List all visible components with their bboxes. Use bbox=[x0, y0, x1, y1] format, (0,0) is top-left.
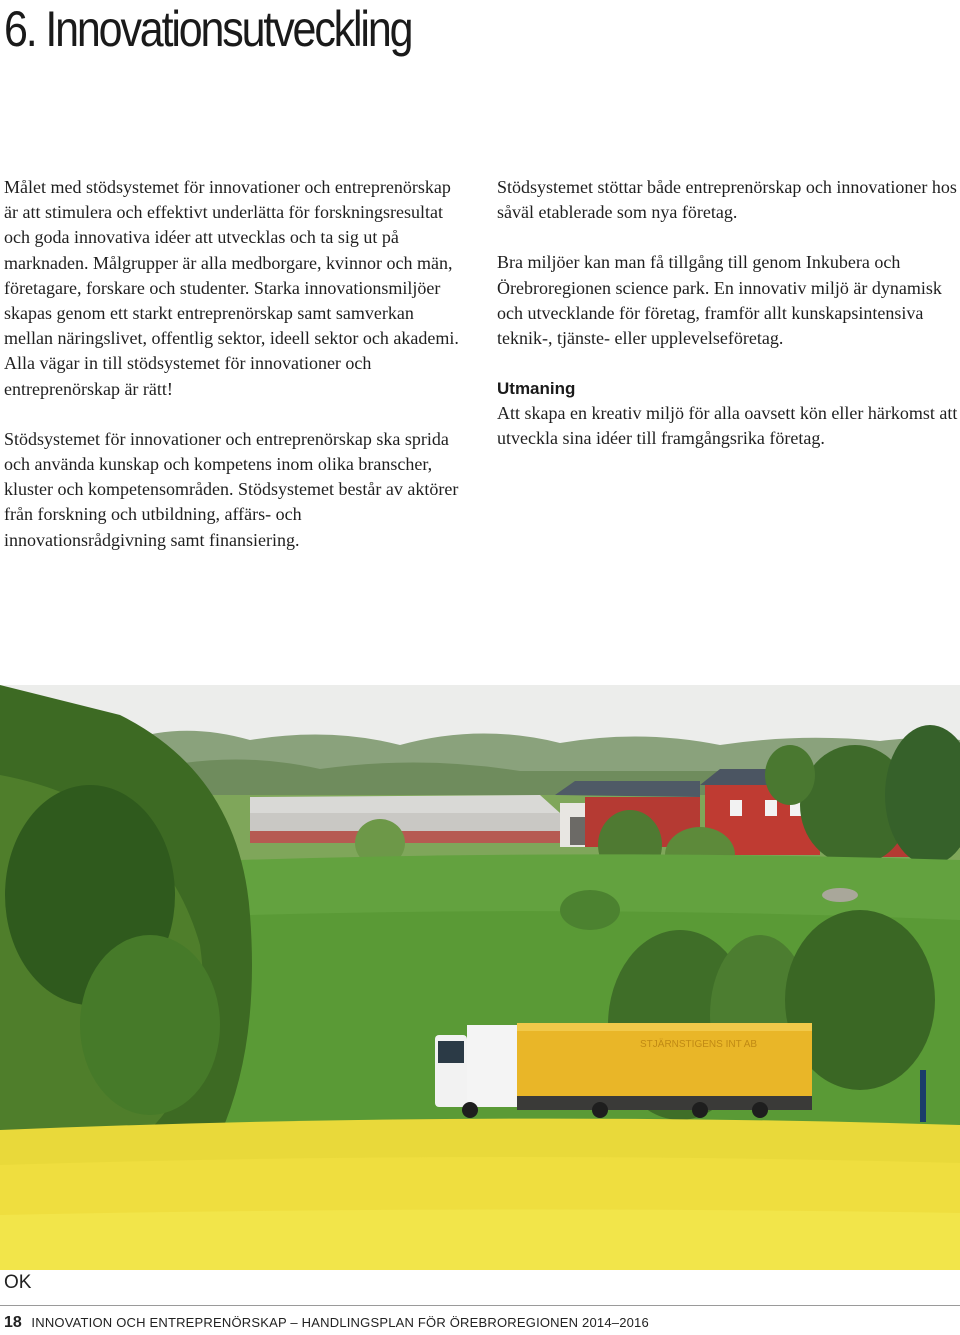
footer-text: INNOVATION OCH ENTREPRENÖRSKAP – HANDLINGSPLAN FÖR ÖREBROREGIONEN 2014–2016 bbox=[31, 1315, 649, 1330]
body-paragraph: Stödsystemet för innovationer och entreprenörskap ska sprida och använda kunskap och kompetens inom olika branscher, kluster och kompetensområden. Stödsystemet består av aktörer från forskning och utbildning, affärs- och innovationsrådgivning samt finansiering. bbox=[4, 428, 459, 550]
challenge-paragraph: Att skapa en kreativ miljö för alla oavsett kön eller härkomst att utveckla sina idéer till framgångsrika företag. bbox=[497, 403, 958, 449]
body-paragraph: Bra miljöer kan man få tillgång till genom Inkubera och Örebroregionen science park. En innovativ miljö är dynamisk och utvecklande för företag, framför allt kunskapsintensiva teknik-, tjänste- eller upplevelseföretag. bbox=[497, 252, 942, 349]
right-column bbox=[497, 175, 959, 477]
footer-divider bbox=[0, 1305, 960, 1306]
photo-caption: OK bbox=[4, 1272, 32, 1293]
landscape-photo bbox=[0, 685, 960, 1270]
page-title: 6. Innovationsutveckling bbox=[4, 1, 412, 57]
page-footer bbox=[4, 1314, 649, 1332]
page-number: 18 bbox=[4, 1314, 22, 1331]
body-paragraph: Målet med stödsystemet för innovationer och entreprenörskap är att stimulera och effektivt underlätta för forskningsresultat och goda innovativa idéer att utvecklas och ta sig ut på marknaden. Målgrupper är alla medborgare, kvinnor och män, företagare, forskare och studenter. Starka innovationsmiljöer skapas genom ett starkt entreprenörskap samt samverkan mellan näringslivet, offentlig sektor, ideell sektor och akademi. Alla vägar in till stödsystemet för innovationer och entreprenörskap är rätt! bbox=[4, 177, 459, 399]
left-column bbox=[4, 175, 464, 578]
truck-lettering: STJÄRNSTIGENS INT AB bbox=[640, 1039, 758, 1050]
body-paragraph: Stödsystemet stöttar både entreprenörskap och innovationer hos såväl etablerade som nya företag. bbox=[497, 177, 957, 223]
section-subheading: Utmaning bbox=[497, 379, 576, 399]
